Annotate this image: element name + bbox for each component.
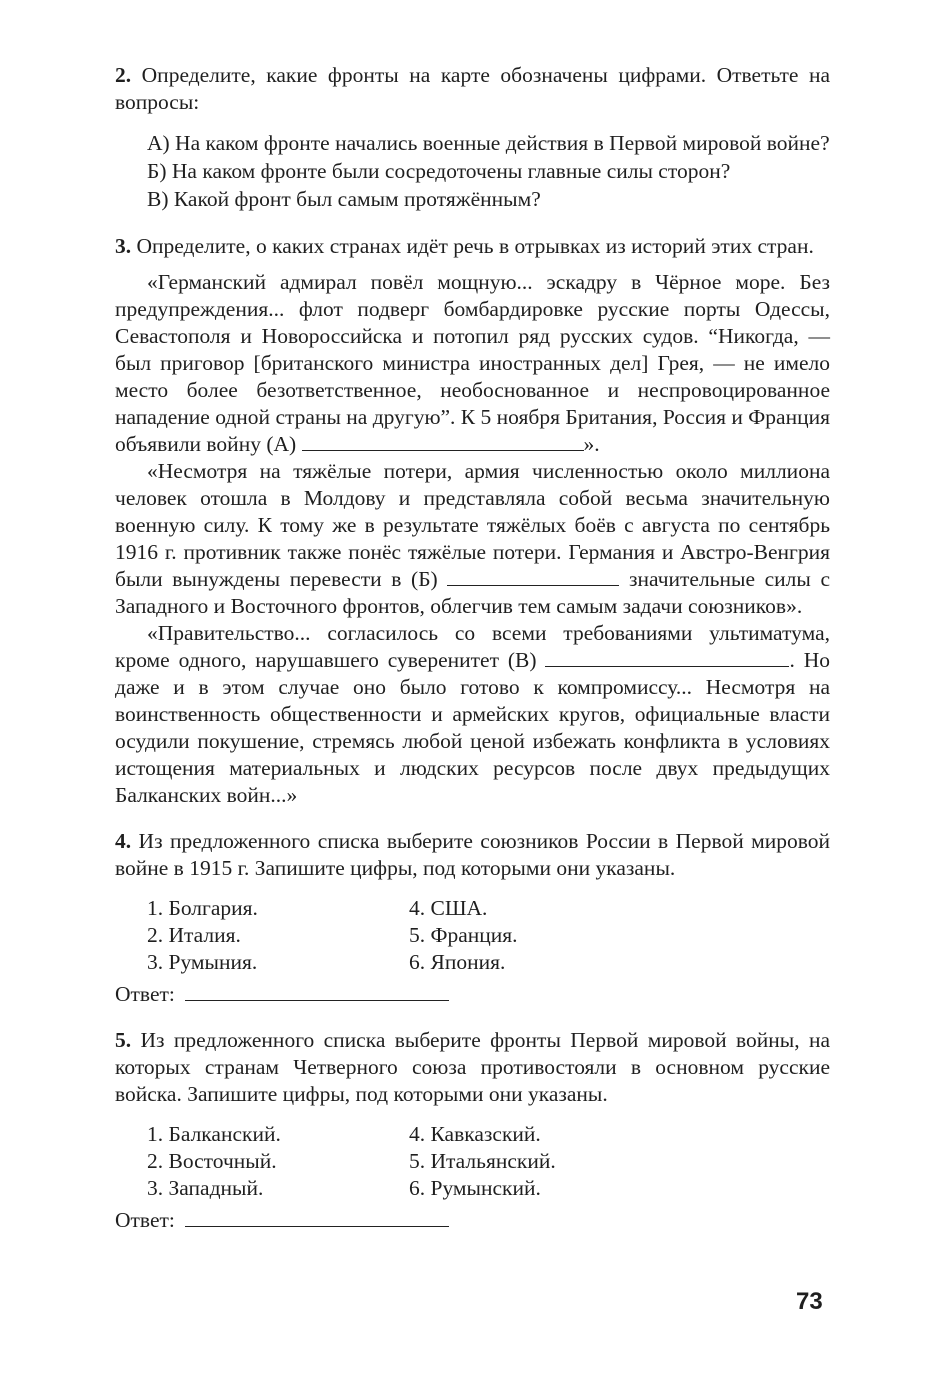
option-item: 2. Италия. [147,923,241,947]
option-item: 3. Западный. [147,1176,264,1200]
task-2-text [115,62,830,116]
option-item: 5. Итальянский. [409,1149,556,1173]
task-5-text [115,1027,830,1108]
task-5-question: Из предложенного списка выберите фронты Первой мировой войны, на которых странам Четверного союза противостояли в основном русские войска. Запишите цифры, под которыми они указаны. [115,1028,830,1106]
option-item: 3. Румыния. [147,950,258,974]
option-item: 4. Кавказский. [409,1122,541,1146]
excerpt-b [115,458,830,620]
page-number: 73 [796,1288,823,1315]
option-item: 6. Япония. [409,950,506,974]
task-3-question: Определите, о каких странах идёт речь в отрывках из историй этих стран. [136,234,814,258]
option-item: 6. Румынский. [409,1176,541,1200]
task-5-answer [115,1207,830,1234]
answer-field[interactable] [185,1208,449,1227]
option-item: 1. Болгария. [147,896,258,920]
blank-a-field[interactable] [302,432,584,451]
excerpt-a-text: «Германский адмирал повёл мощную... эскадру в Чёрное море. Без предупреждения... флот подверг бомбардировке русские порты Одессы, Севастополя и Новороссийска и потопил ряд русских судов. “Никогда, — был приговор [британского министра иностранных дел] Грея, — не имело место более безответственное, необоснованное и неспровоцированное нападение одной страны на другую”. К 5 ноября Британия, Россия и Франция объявили войну (А) [115,270,830,456]
task-3 [115,233,830,809]
excerpt-a [115,269,830,458]
blank-b-field[interactable] [447,567,619,586]
page-content [115,62,830,1234]
task-2 [115,62,830,213]
question-a: А) На каком фронте начались военные действия в Первой мировой войне? [147,131,830,155]
option-item: 2. Восточный. [147,1149,277,1173]
task-5-options [147,1121,830,1202]
task-4 [115,828,830,1008]
task-4-answer [115,981,830,1008]
answer-label: Ответ: [115,982,175,1006]
task-3-text [115,233,830,260]
option-item: 5. Франция. [409,923,518,947]
task-4-options [147,895,830,976]
excerpt-c [115,620,830,809]
option-item: 1. Балканский. [147,1122,281,1146]
excerpt-c-end: . Но даже и в этом случае оно было готово к компромиссу... Несмотря на воинственность общественности и армейских кругов, официальные власти осудили покушение, стремясь любой ценой избежать конфликта в условиях истощения материальных и людских ресурсов после двух предыдущих Балканских войн...» [115,648,831,807]
option-item: 4. США. [409,896,488,920]
answer-label: Ответ: [115,1208,175,1232]
task-5 [115,1027,830,1234]
task-5-number: 5. [115,1028,132,1052]
answer-field[interactable] [185,982,449,1001]
task-4-text [115,828,830,882]
task-2-questions [147,130,830,213]
excerpt-b-end: значительные силы с Западного и Восточного фронтов, облегчив тем самым задачи союзников». [115,567,831,618]
question-b: Б) На каком фронте были сосредоточены главные силы сторон? [147,159,731,183]
task-4-question: Из предложенного списка выберите союзников России в Первой мировой войне в 1915 г. Запишите цифры, под которыми они указаны. [115,829,830,880]
excerpt-a-end: ». [583,432,600,456]
task-3-number: 3. [115,234,132,258]
task-4-number: 4. [115,829,132,853]
task-2-number: 2. [115,63,132,87]
excerpt-c-text: «Правительство... согласилось со всеми требованиями ультиматума, кроме одного, нарушавшего суверенитет (В) [115,621,830,672]
excerpt-b-text: «Несмотря на тяжёлые потери, армия численностью около миллиона человек отошла в Молдову и представляла собой весьма значительную военную силу. К тому же в результате тяжёлых боёв с августа по сентябрь 1916 г. противник также понёс тяжёлые потери. Германия и Австро-Венгрия были вынуждены перевести в (Б) [115,459,830,591]
task-2-question: Определите, какие фронты на карте обозначены цифрами. Ответьте на вопросы: [115,63,830,114]
blank-c-field[interactable] [545,648,789,667]
question-c: В) Какой фронт был самым протяжённым? [147,187,541,211]
